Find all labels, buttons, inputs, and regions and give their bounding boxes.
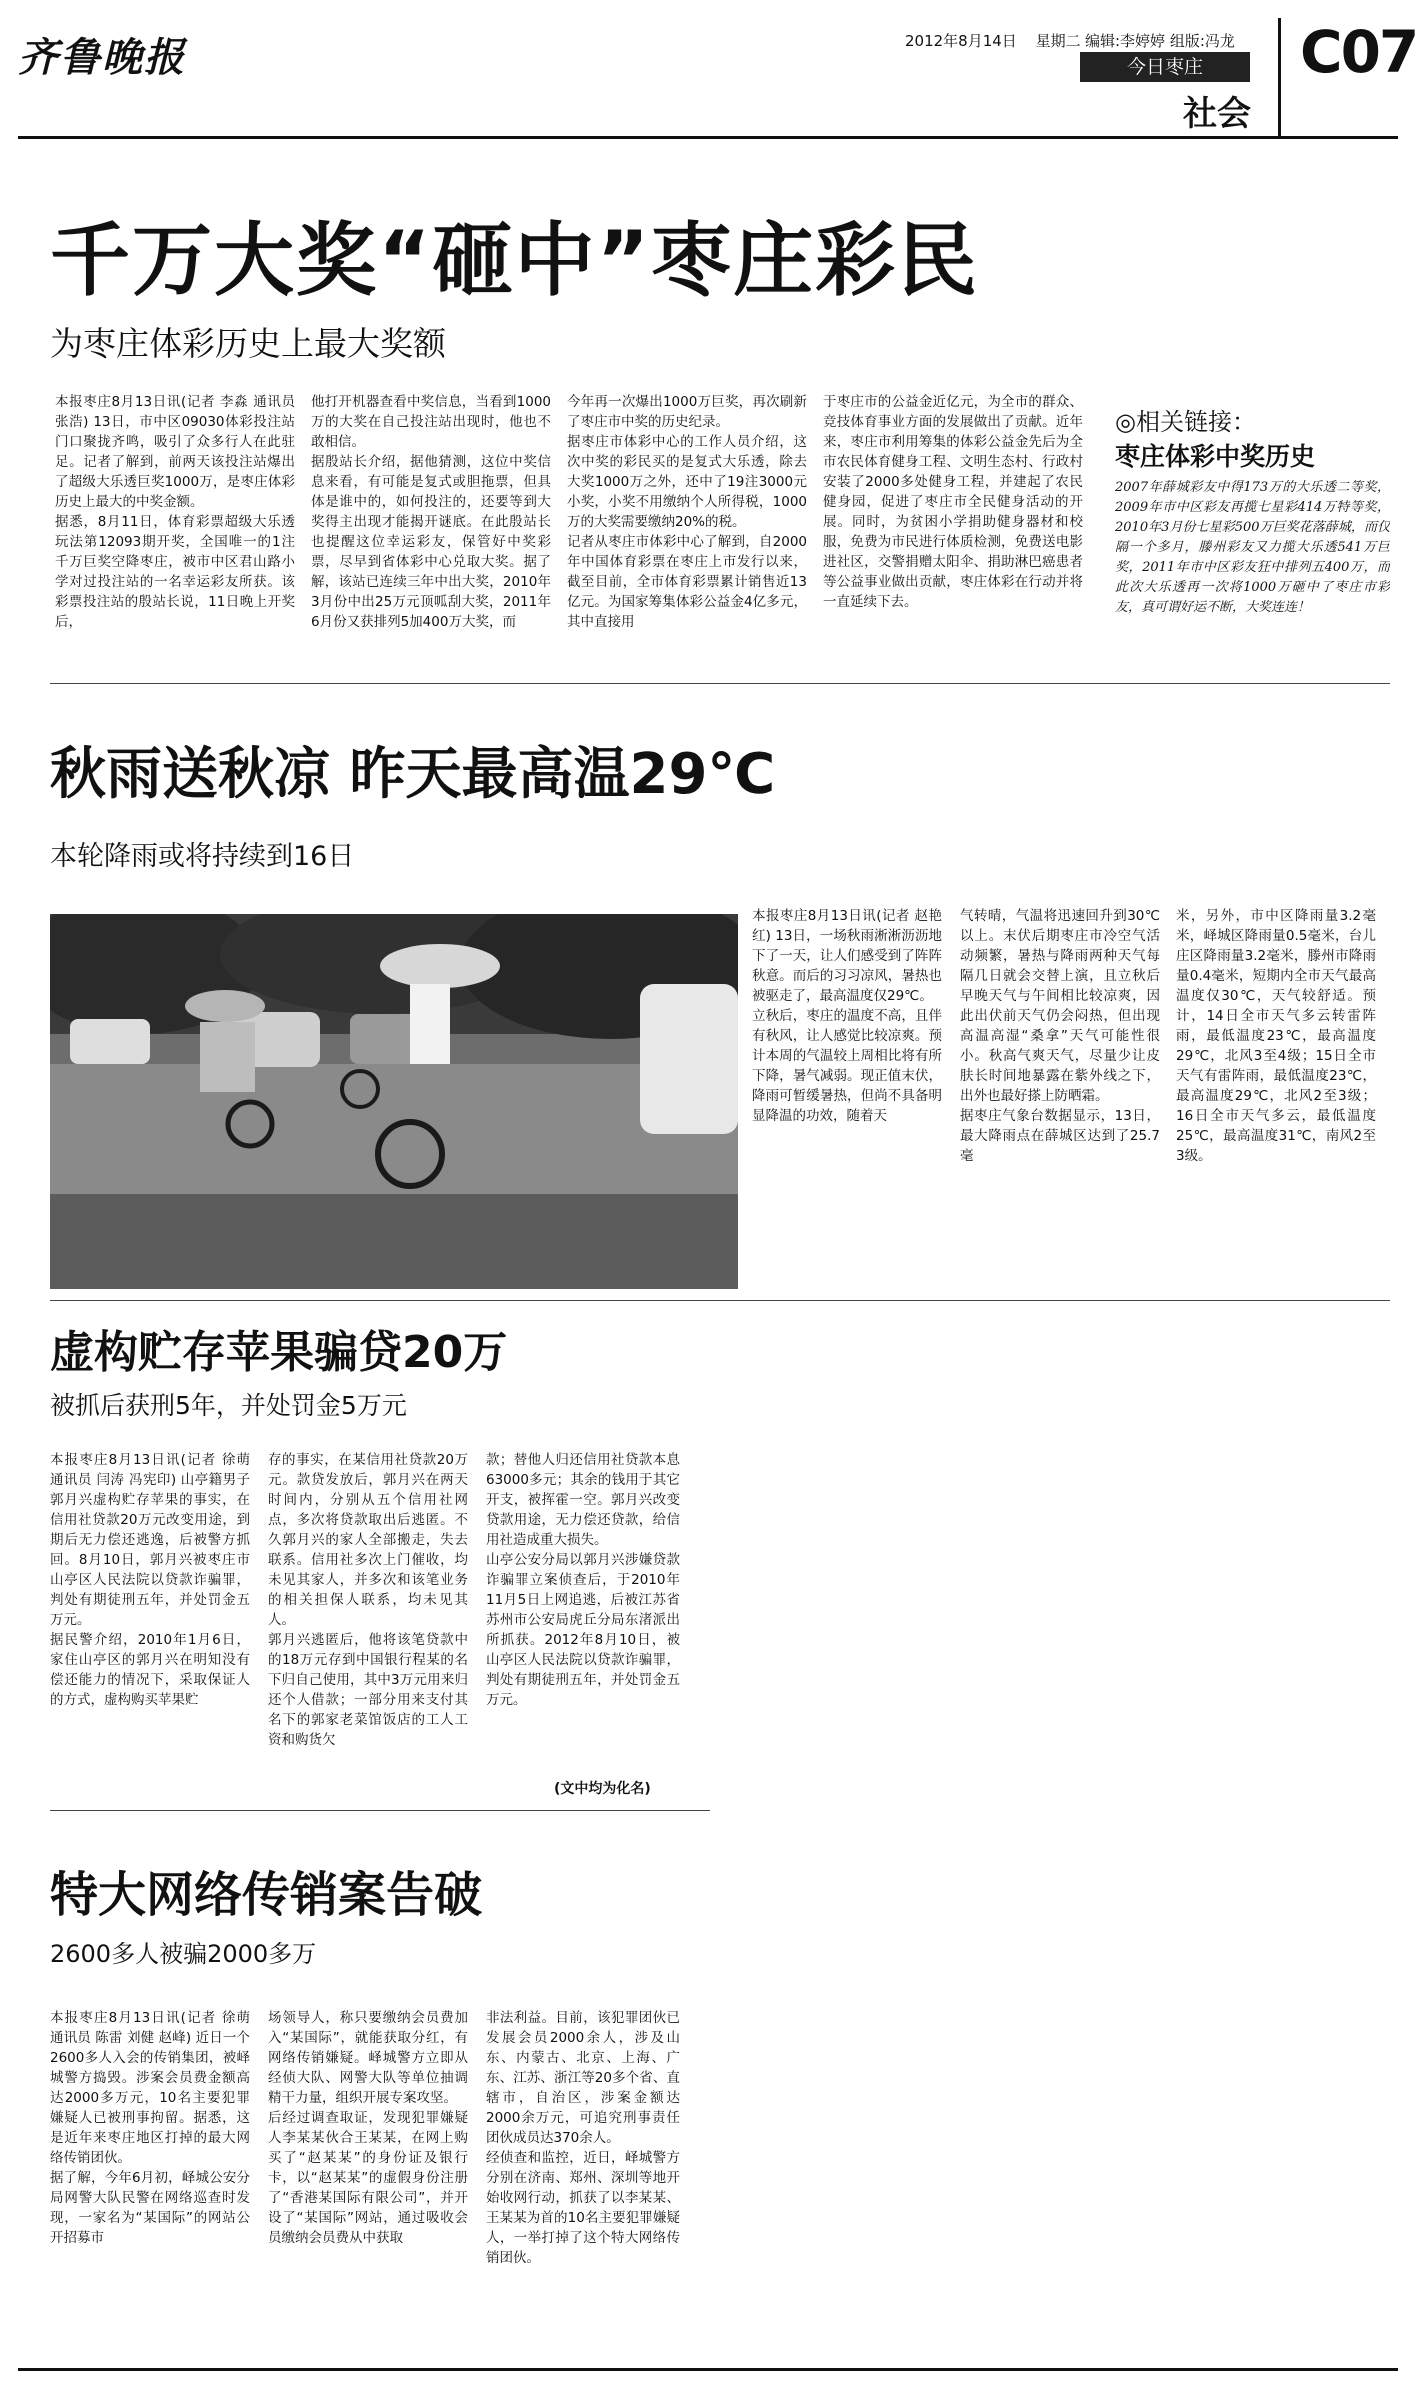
- weekday-text: 星期二: [1035, 32, 1081, 50]
- masthead-rule: [18, 136, 1398, 139]
- story3-headline: 虚构贮存苹果骗贷20万: [50, 1327, 508, 1378]
- story3-note: (文中均为化名): [554, 1781, 651, 1797]
- story1-divider: [50, 683, 1390, 684]
- editors-credit: 编辑:李婷婷 组版:冯龙: [1085, 32, 1235, 50]
- date-text: 2012年8月14日: [905, 32, 1017, 50]
- masthead-divider: [1278, 18, 1281, 136]
- footer-rule: [18, 2368, 1398, 2371]
- rainy-street-photo-image: [50, 914, 738, 1289]
- story2-headline: 秋雨送秋凉 昨天最高温29℃: [50, 742, 776, 807]
- story3-divider: [50, 1810, 710, 1811]
- newspaper-logo: 齐鲁晚报: [18, 34, 186, 81]
- story3-column-2: 存的事实，在某信用社贷款20万元。款贷发放后，郭月兴在两天时间内，分别从五个信用社网点，多次将贷款取出后逃匿。不久郭月兴的家人全部搬走，失去联系。信用社多次上门催收，均未见其家人，并多次和该笔业务的相关担保人联系，均未见其人。 郭月兴逃匿后，他将该笔贷款中的18万元存到中国银行程某的名下归自己使用，其中3万元用来归还个人借款；一部分用来支付其名下的郭家老菜馆饭店的工人工资和购货欠: [268, 1452, 468, 1748]
- story2-divider: [50, 1300, 1390, 1301]
- story3-subhead: 被抓后获刑5年，并处罚金5万元: [50, 1391, 407, 1420]
- page-number: C07: [1300, 18, 1417, 86]
- story1-column-4: 于枣庄市的公益金近亿元，为全市的群众、竞技体育事业方面的发展做出了贡献。近年来，枣庄市利用筹集的体彩公益金先后为全市农民体育健身工程、文明生态村、行政村安装了2000多处健身工程，并建起了农民健身园，促进了枣庄市全民健身活动的开展。同时，为贫困小学捐助健身器材和校服，免费为市民进行体质检测，免费送电影进社区，交警捐赠太阳伞、捐助淋巴癌患者等公益事业做出贡献，枣庄体彩在行动并将一直延续下去。: [823, 394, 1083, 610]
- rainy-street-photo: [50, 914, 738, 1289]
- section-tag: 今日枣庄: [1080, 52, 1250, 82]
- story4-headline: 特大网络传销案告破: [50, 1867, 483, 1923]
- story2-column-1: 本报枣庄8月13日讯(记者 赵艳红) 13日，一场秋雨淅淅沥沥地下了一天，让人们感受到了阵阵秋意。而后的习习凉风，暑热也被驱走了，最高温度仅29℃。 立秋后，枣庄的温度不高，且伴有秋风，让人感觉比较凉爽。预计本周的气温较上周相比将有所下降，暑气减弱。现正值末伏，降雨可暂缓暑热，但尚不具备明显降温的功效，随着天: [752, 908, 942, 1124]
- related-links-body: 2007年薛城彩友中得173万的大乐透二等奖，2009年市中区彩友再揽七星彩414万特等奖，2010年3月份七星彩500万巨奖花落薛城，而仅隔一个多月，滕州彩友又力揽大乐透541万巨奖，2011年市中区彩友狂中排列五400万，而此次大乐透再一次将1000万砸中了枣庄市彩友，真可谓好运不断，大奖连连！: [1115, 480, 1390, 615]
- story4-column-3: 非法利益。目前，该犯罪团伙已发展会员2000余人，涉及山东、内蒙古、北京、上海、广东、江苏、浙江等20多个省、直辖市，自治区，涉案金额达2000余万元，可追究刑事责任团伙成员达370余人。 经侦查和监控，近日，峄城警方分别在济南、郑州、深圳等地开始收网行动，抓获了以李某某、王某某为首的10名主要犯罪嫌疑人，一举打掉了这个特大网络传销团伙。: [486, 2010, 680, 2266]
- story1-column-2: 他打开机器查看中奖信息，当看到1000万的大奖在自己投注站出现时，他也不敢相信。 据殷站长介绍，据他猜测，这位中奖信息来看，有可能是复式或胆拖票，但具体是谁中的，如何投注的，还要等到大奖得主出现才能揭开谜底。在此殷站长也提醒这位幸运彩友，保管好中奖彩票，尽早到省体彩中心兑取大奖。据了解，该站已连续三年中出大奖，2010年3月份中出25万元顶呱刮大奖，2011年6月份又获排列5加400万大奖，而: [311, 394, 551, 630]
- story1-headline: 千万大奖“砸中”枣庄彩民: [50, 214, 980, 307]
- story4-subhead: 2600多人被骗2000多万: [50, 1940, 317, 1968]
- section-name: 社会: [1183, 94, 1251, 134]
- story1-subhead: 为枣庄体彩历史上最大奖额: [50, 324, 446, 363]
- story4-column-2: 场领导人，称只要缴纳会员费加入“某国际”，就能获取分红，有网络传销嫌疑。峄城警方立即从经侦大队、网警大队等单位抽调精干力量，组织开展专案攻坚。 后经过调查取证，发现犯罪嫌疑人李某某伙合王某某，在网上购买了“赵某某”的身份证及银行卡，以“赵某某”的虚假身份注册了“香港某国际有限公司”，并开设了“某国际”网站，通过吸收会员缴纳会员费从中获取: [268, 2010, 468, 2246]
- story2-subhead: 本轮降雨或将持续到16日: [50, 841, 355, 872]
- story1-column-1: 本报枣庄8月13日讯(记者 李淼 通讯员 张浩) 13日，市中区09030体彩投注站门口聚拢齐鸣，吸引了众多行人在此驻足。记者了解到，前两天该投注站爆出了超级大乐透巨奖1000万，是枣庄体彩历史上最大的中奖金额。 据悉，8月11日，体育彩票超级大乐透玩法第12093期开奖，全国唯一的1注千万巨奖空降枣庄，被市中区君山路小学对过投注站的一名幸运彩友所获。该彩票投注站的殷站长说，11日晚上开奖后，: [55, 394, 295, 630]
- story2-column-3: 米，另外，市中区降雨量3.2毫米，峄城区降雨量0.5毫米，台儿庄区降雨量3.2毫米，滕州市降雨量0.4毫米，短期内全市天气最高温度仅30℃，天气较舒适。预计，14日全市天气多云转雷阵雨，最低温度23℃，最高温度29℃，北风3至4级；15日全市天气有雷阵雨，最低温度23℃，最高温度29℃，北风2至3级；16日全市天气多云，最低温度25℃，最高温度31℃，南风2至3级。: [1176, 908, 1376, 1164]
- issue-date: [905, 30, 1081, 51]
- story3-column-3: 款；替他人归还信用社贷款本息63000多元；其余的钱用于其它开支，被挥霍一空。郭月兴改变贷款用途，无力偿还贷款，给信用社造成重大损失。 山亭公安分局以郭月兴涉嫌贷款诈骗罪立案侦查后，于2010年11月5日上网追逃，后被江苏省苏州市公安局虎丘分局东渚派出所抓获。2012年8月10日，被山亭区人民法院以贷款诈骗罪，判处有期徒刑五年，并处罚金五万元。: [486, 1452, 680, 1708]
- story3-column-1: 本报枣庄8月13日讯(记者 徐萌 通讯员 闫涛 冯宪印) 山亭籍男子郭月兴虚构贮存苹果的事实，在信用社贷款20万元改变用途，到期后无力偿还逃逸，后被警方抓回。8月10日，郭月兴被枣庄市山亭区人民法院以贷款诈骗罪，判处有期徒刑五年，并处罚金五万元。 据民警介绍，2010年1月6日，家住山亭区的郭月兴在明知没有偿还能力的情况下，采取保证人的方式，虚构购买苹果贮: [50, 1452, 250, 1708]
- story1-column-3: 今年再一次爆出1000万巨奖，再次刷新了枣庄市中奖的历史纪录。 据枣庄市体彩中心的工作人员介绍，这次中奖的彩民买的是复式大乐透，除去大奖1000万之外，还中了19注3000元小奖，小奖不用缴纳个人所得税，1000万的大奖需要缴纳20%的税。 记者从枣庄市体彩中心了解到，自2000年中国体育彩票在枣庄上市发行以来，截至目前，全市体育彩票累计销售近13亿元。为国家筹集体彩公益金4亿多元，其中直接用: [567, 394, 807, 630]
- related-links-head: 枣庄体彩中奖历史: [1115, 442, 1316, 471]
- story4-column-1: 本报枣庄8月13日讯(记者 徐萌 通讯员 陈雷 刘健 赵峰) 近日一个2600多人入会的传销集团，被峄城警方捣毁。涉案会员费金额高达2000多万元，10名主要犯罪嫌疑人已被刑事拘留。据悉，这是近年来枣庄地区打掉的最大网络传销团伙。 据了解，今年6月初，峄城公安分局网警大队民警在网络巡查时发现，一家名为“某国际”的网站公开招募市: [50, 2010, 250, 2246]
- related-links-title: ◎相关链接：: [1115, 408, 1256, 436]
- story2-column-2: 气转晴，气温将迅速回升到30℃以上。末伏后期枣庄市冷空气活动频繁，暑热与降雨两种天气每隔几日就会交替上演，且立秋后早晚天气与午间相比较凉爽，因此出伏前天气仍会闷热，但出现高温高湿“桑拿”天气可能性很小。秋高气爽天气，尽量少让皮肤长时间地暴露在紫外线之下，出外也最好搽上防晒霜。 据枣庄气象台数据显示，13日，最大降雨点在薛城区达到了25.7毫: [960, 908, 1160, 1164]
